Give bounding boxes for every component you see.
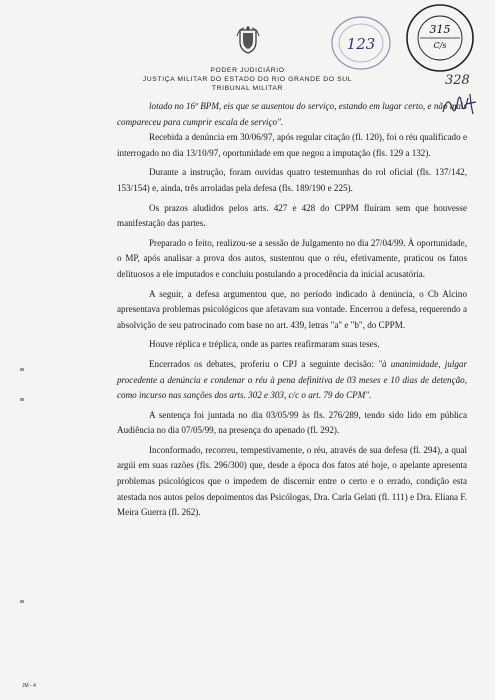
paragraph-trial-session: Preparado o feito, realizou-se a sessão de Julgamento no dia 27/04/99. À oportunidade, o MP, após analisar a prova dos autos, sustentou que o réu, efetivamente, praticou os fatos delituosos a ele imputados e concluiu postulando a procedência da inicial acusatória. <box>117 237 467 279</box>
binder-hole <box>20 600 24 603</box>
seal-number: 315 <box>429 23 451 36</box>
binder-hole <box>20 398 24 401</box>
body-text <box>117 99 467 521</box>
decision-quote: "à unanimidade, julgar procedente a denúncia e condenar o réu à pena definitiva de 03 meses e 10 dias de detenção, como incurso nas sanções dos arts. 302 e 303, c/c o art. 79 do CPM". <box>117 358 467 401</box>
coat-of-arms-emblem <box>236 26 260 54</box>
tribunal-seal <box>404 2 476 74</box>
svg-text:C/s: C/s <box>433 41 447 50</box>
paragraph-defense: A seguir, a defesa argumentou que, no período indicado à denúncia, o Cb Alcino apresentava problemas psicológicos que afetavam sua vontade. Encerrou a defesa, requerendo a absolvição de seu patrocinado com base no art. 439, letras "a" e "b", do CPPM. <box>117 288 467 330</box>
paragraph-replies: Houve réplica e tréplica, onde as partes reafirmaram suas teses. <box>149 339 380 350</box>
paragraph-decision <box>117 357 467 404</box>
paragraph-appeal: Inconformado, recorreu, tempestivamente, o réu, através de sua defesa (fl. 294), a qual argúi em suas razões (fls. 296/300) que, desde a época dos fatos até hoje, o apelante apresenta problemas psicológicos que o impedem de discernir entre o certo e o errado, condição esta atestada nos autos pelos depoimentos das Psicólogas, Dra. Carla Gelati (fl. 111) e Dra. Eliana F. Meira Guerra (fl. 262). <box>117 444 467 518</box>
handwritten-page-number: 328 <box>445 73 470 88</box>
header-institution: PODER JUDICIÁRIO <box>210 67 285 74</box>
paragraph-witnesses: Durante a instrução, foram ouvidas quatro testemunhas do rol oficial (fls. 137/142, 153/154) e, ainda, três arroladas pela defesa (fls. 189/190 e 225). <box>117 167 467 193</box>
form-code: JM - 4 <box>22 683 36 689</box>
paragraph-sentence: A sentença foi juntada no dia 03/05/99 às fls. 276/289, tendo sido lido em pública Audiência no dia 07/05/99, na presença do apenado (fl. 292). <box>117 409 467 436</box>
paragraph-charge-continued: lotado no 16º BPM, eis que se ausentou do serviço, estando em lugar certo, e não mais compareceu para cumprir escala de serviço". <box>117 101 467 127</box>
stamp-number: 123 <box>346 35 376 53</box>
paragraph-indictment: Recebida a denúncia em 30/06/97, após regular citação (fl. 120), foi o réu qualificado e interrogado no dia 13/10/97, oportunidade em que negou a imputação (fls. 129 a 132). <box>117 132 467 158</box>
paragraph-deadlines: Os prazos aludidos pelos arts. 427 e 428 do CPPM fluíram sem que houvesse manifestação das partes. <box>117 202 467 229</box>
decision-intro: Encerrados os debates, proferiu o CPJ a seguinte decisão: <box>149 358 379 369</box>
protocol-stamp <box>330 14 392 72</box>
header-court: JUSTIÇA MILITAR DO ESTADO DO RIO GRANDE DO SUL <box>142 76 353 83</box>
header-tribunal: TRIBUNAL MILITAR <box>211 85 284 92</box>
binder-hole <box>20 368 24 371</box>
